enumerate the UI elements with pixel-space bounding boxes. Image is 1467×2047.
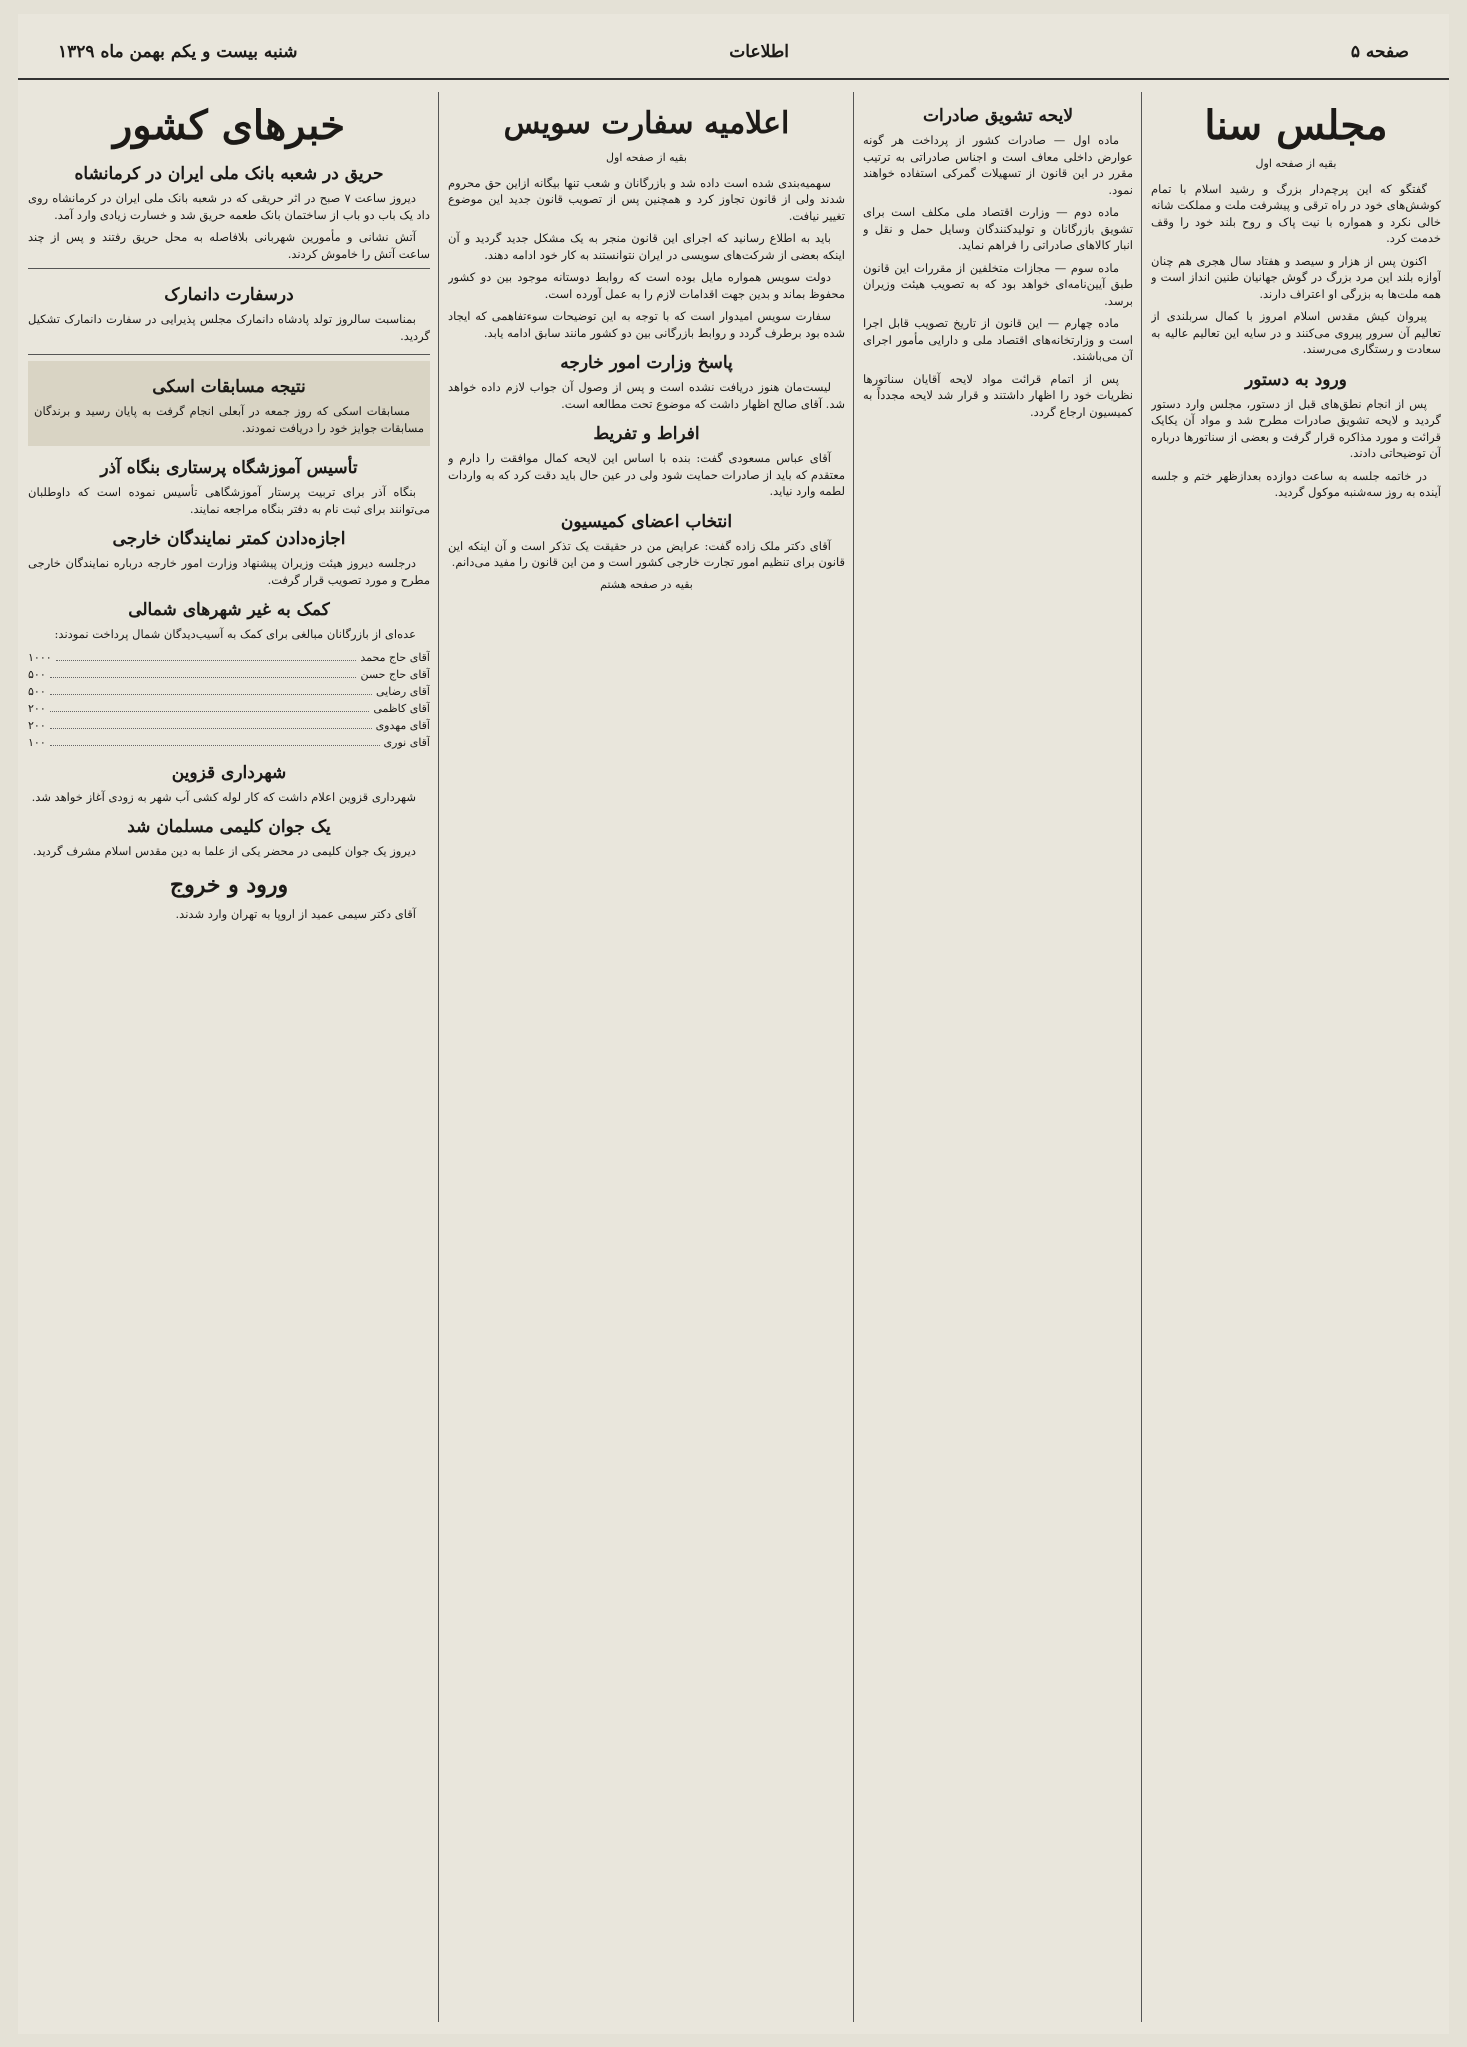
- column-rule: [853, 92, 854, 2022]
- paragraph: مسابقات اسکی که روز جمعه در آبعلی انجام گرفت به پایان رسید و برندگان مسابقات جوایز خود را دریافت نمودند.: [34, 404, 424, 435]
- section-heading: اجازه‌دادن کمتر نمایندگان خارجی: [112, 529, 346, 549]
- paragraph: شهرداری قزوین اعلام داشت که کار لوله کشی آب شهر به زودی آغاز خواهد شد.: [31, 789, 416, 804]
- paragraph: دیروز یک جوان کلیمی در محضر یکی از علما به دین مقدس اسلام مشرف گردید.: [32, 844, 416, 858]
- list-item: آقای رضایی ۵۰۰: [28, 684, 430, 698]
- majlis-title: مجلس سنا: [1204, 102, 1388, 149]
- section-heading: افراط و تفریط: [593, 424, 700, 444]
- paragraph: آقای دکتر سیمی عمید از اروپا به تهران وارد شدند.: [175, 906, 416, 921]
- paragraph: سفارت سویس امیدوار است که با توجه به این توضیحات سوءتفاهمی که ایجاد شده بود برطرف گردد و روابط بازرگانی بین دو کشور مانند سابق ادامه یابد.: [448, 309, 845, 340]
- column-rule: [1141, 92, 1142, 2022]
- section-heading: انتخاب اعضای کمیسیون: [560, 511, 733, 532]
- paragraph: بمناسبت سالروز تولد پادشاه دانمارک مجلس پذیرایی در سفارت دانمارک تشکیل گردید.: [28, 312, 430, 343]
- paragraph: باید به اطلاع رسانید که اجرای این قانون منجر به یک مشکل جدید گردید و آن اینکه بعضی از شرکت‌های سویسی در ایران نتوانستند به کار خود ادامه دهند.: [448, 231, 845, 262]
- section-heading: لایحه تشویق صادرات: [922, 106, 1074, 126]
- paragraph: سهمیه‌بندی شده است داده شد و بازرگانان و شعب تنها بیگانه ازاین حق محروم شدند ولی از قانون تجاوز کرد و همچنین پس از تصویب قانون جدید این موضوع تغییر نیافت.: [448, 175, 845, 223]
- paragraph: در خاتمه جلسه به ساعت دوازده بعدازظهر ختم و جلسه آینده به روز سه‌شنبه موکول گردید.: [1151, 468, 1441, 499]
- continued-note: بقیه از صفحه اول: [1255, 157, 1337, 170]
- paragraph: آقای دکتر ملک زاده گفت: عرایض من در حقیقت یک تذکر است و آن اینکه این قانون برای تنظیم امور تجارت خارجی کشور است و من این قانون را مفید می‌دانم.: [448, 538, 845, 569]
- section-heading: ورود و خروج: [169, 871, 289, 898]
- list-item: آقای کاظمی ۲۰۰: [28, 701, 430, 715]
- paragraph: دیروز ساعت ۷ صبح در اثر حریقی که در شعبه بانک ملی ایران در کرمانشاه روی داد یک باب دو باب از ساختمان بانک طعمه حریق شد و خسارت زیادی وارد آمد.: [28, 191, 430, 222]
- section-heading: حریق در شعبه بانک ملی ایران در کرمانشاه: [74, 164, 384, 184]
- list-item: آقای مهدوی ۲۰۰: [28, 718, 430, 732]
- paragraph: عده‌ای از بازرگانان مبالغی برای کمک به آسیب‌دیدگان شمال پرداخت نمودند:: [54, 627, 416, 641]
- section-heading: درسفارت دانمارک: [164, 285, 294, 305]
- paragraph: پس از اتمام قرائت مواد لایحه آقایان سناتورها نظریات خود را اظهار داشتند و قرار شد لایحه مجدداً به کمیسیون ارجاع گردد.: [863, 371, 1133, 419]
- news-box: [28, 268, 430, 355]
- section-heading: ورود به دستور: [1245, 369, 1347, 390]
- masthead: [18, 32, 1449, 80]
- swiss-title: اعلامیه سفارت سویس: [503, 106, 790, 141]
- issue-date: شنبه بیست و یکم بهمن ماه ۱۳۲۹: [58, 42, 298, 62]
- paragraph: آتش نشانی و مأمورین شهربانی بلافاصله به محل حریق رفتند و پس از چند ساعت آتش را خاموش کردند.: [28, 230, 430, 261]
- paragraph: ماده چهارم — این قانون از تاریخ تصویب قابل اجرا است و وزارتخانه‌های اقتصاد ملی و دارایی مأمور اجرای آن می‌باشند.: [863, 316, 1133, 363]
- section-heading: پاسخ وزارت امور خارجه: [560, 353, 733, 373]
- news-title: خبرهای کشور: [112, 102, 346, 149]
- page-number: صفحه ۵: [1350, 42, 1409, 62]
- paragraph: درجلسه دیروز هیئت وزیران پیشنهاد وزارت امور خارجه درباره نمایندگان خارجی مطرح و مورد تصویب قرار گرفت.: [28, 556, 430, 587]
- paper-name: اطلاعات: [729, 42, 789, 62]
- paragraph: ماده سوم — مجازات متخلفین از مقررات این قانون طبق آیین‌نامه‌ای خواهد بود که به تصویب هیئت وزیران برسد.: [863, 260, 1133, 308]
- paragraph: اکنون پس از هزار و سیصد و هفتاد سال هجری هم چنان آوازه بلند این مرد بزرگ در گوش جهانیان طنین انداز است و همه ملت‌ها به بزرگی او اعتراف دارند.: [1151, 253, 1441, 301]
- section-heading: نتیجه مسابقات اسکی: [152, 377, 306, 397]
- list-item: آقای حاج محمد ۱۰۰۰: [28, 650, 430, 664]
- paragraph: ماده اول — صادرات کشور از پرداخت هر گونه عوارض داخلی معاف است و اجناس صادراتی به ترتیب مقرر در این قانون از تسهیلات گمرکی استفاده خواهند نمود.: [863, 133, 1133, 197]
- list-item: آقای حاج حسن ۵۰۰: [28, 667, 430, 681]
- list-item: آقای نوری ۱۰۰: [28, 735, 430, 749]
- paragraph: دولت سویس همواره مایل بوده است که روابط دوستانه موجود بین دو کشور محفوظ بماند و بدین جهت اقدامات لازم را به عمل آورده است.: [448, 270, 845, 301]
- news-box: [28, 361, 430, 446]
- paragraph: لیست‌مان هنوز دریافت نشده است و پس از وصول آن جواب لازم داده خواهد شد. آقای صالح اظهار داشت که موضوع تحت مطالعه است.: [448, 380, 845, 411]
- paragraph: پیروان کیش مقدس اسلام امروز با کمال سربلندی از تعالیم آن سرور پیروی می‌کنند و در سایه این تعالیم عالیه به سعادت و رستگاری می‌رسند.: [1151, 309, 1441, 356]
- newspaper-page: [18, 14, 1449, 2034]
- continued-note: بقیه از صفحه اول: [606, 151, 687, 164]
- majlis-column: [1151, 94, 1441, 2014]
- column-rule: [438, 92, 439, 2022]
- continued-note: بقیه در صفحه هشتم: [600, 577, 693, 591]
- section-heading: شهرداری قزوین: [171, 762, 287, 783]
- paragraph: پس از انجام نطق‌های قبل از دستور، مجلس وارد دستور گردید و لایحه تشویق صادرات مطرح شد و مواد آن یکایک قرائت و مورد مذاکره قرار گرفت و بعضی از سناتورها درباره آن توضیحاتی دادند.: [1151, 396, 1441, 460]
- swiss-column: [448, 94, 845, 2014]
- paragraph: گفتگو که این پرچم‌دار بزرگ و رشید اسلام با تمام کوشش‌های خود در راه ترقی و پیشرفت ملت و مملکت شانه خالی نکرد و همواره با نیت پاک و روح بلند خود را وقف خدمت کرد.: [1151, 181, 1441, 245]
- section-heading: کمک به غیر شهرهای شمالی: [128, 600, 330, 620]
- paragraph: ماده دوم — وزارت اقتصاد ملی مکلف است برای تشویق بازرگانان و تولیدکنندگان وسایل حمل و نقل و انبار کالاهای صادراتی را فراهم نماید.: [863, 205, 1133, 252]
- paragraph: بنگاه آذر برای تربیت پرستار آموزشگاهی تأسیس نموده است که داوطلبان می‌توانند برای ثبت نام به دفتر بنگاه مراجعه نمایند.: [28, 485, 430, 516]
- paragraph: آقای عباس مسعودی گفت: بنده با اساس این لایحه کمال موافقت را دارم و معتقدم که باید از صادرات حمایت شود ولی در عین حال باید دقت کرد که به واردات لطمه وارد نیاید.: [448, 451, 845, 498]
- trade-bill-column: [863, 94, 1133, 2014]
- donor-list: [28, 649, 430, 751]
- section-heading: یک جوان کلیمی مسلمان شد: [127, 817, 331, 837]
- section-heading: تأسیس آموزشگاه پرستاری بنگاه آذر: [100, 458, 358, 478]
- news-column: [28, 94, 430, 2014]
